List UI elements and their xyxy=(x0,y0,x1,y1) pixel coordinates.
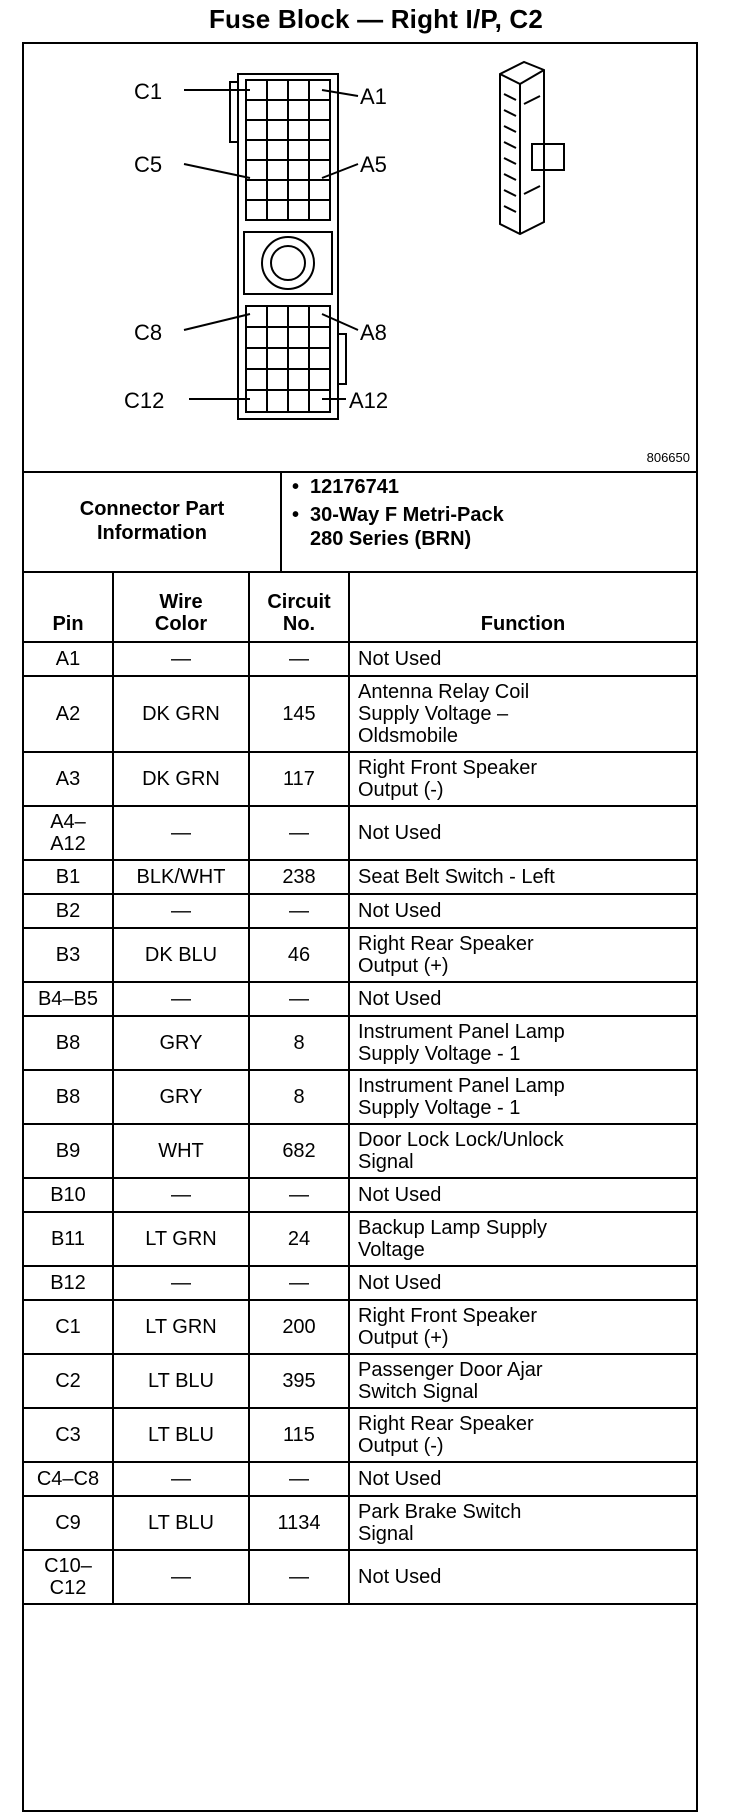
header-circuit-no: Circuit No. xyxy=(249,572,349,642)
pin-cell: C4–C8 xyxy=(24,1462,113,1496)
function-cell: Right Front Speaker Output (+) xyxy=(349,1300,696,1354)
circuit-cell: 46 xyxy=(249,928,349,982)
wire-color-cell: BLK/WHT xyxy=(113,860,249,894)
center-bolt xyxy=(244,232,332,294)
function-cell: Instrument Panel Lamp Supply Voltage - 1 xyxy=(349,1070,696,1124)
table-row xyxy=(24,982,696,1016)
function-cell: Not Used xyxy=(349,642,696,676)
function-cell: Not Used xyxy=(349,806,696,860)
table-row xyxy=(24,752,696,806)
circuit-cell: 395 xyxy=(249,1354,349,1408)
function-cell: Not Used xyxy=(349,1266,696,1300)
connector-diagram xyxy=(24,44,696,473)
header-pin: Pin xyxy=(24,572,113,642)
circuit-cell: 238 xyxy=(249,860,349,894)
wire-color-cell: LT GRN xyxy=(113,1212,249,1266)
function-cell: Passenger Door Ajar Switch Signal xyxy=(349,1354,696,1408)
circuit-cell: — xyxy=(249,806,349,860)
circuit-cell: 24 xyxy=(249,1212,349,1266)
table-row xyxy=(24,1354,696,1408)
connector-isometric-view xyxy=(500,62,564,234)
label-c12: C12 xyxy=(124,388,165,413)
circuit-cell: — xyxy=(249,1266,349,1300)
pin-cell: B2 xyxy=(24,894,113,928)
page-title: Fuse Block — Right I/P, C2 xyxy=(208,4,544,34)
label-a1: A1 xyxy=(360,84,387,109)
function-cell: Instrument Panel Lamp Supply Voltage - 1 xyxy=(349,1016,696,1070)
connector-info-list xyxy=(282,475,692,555)
table-row xyxy=(24,1408,696,1462)
table-row xyxy=(24,1550,696,1604)
function-cell: Seat Belt Switch - Left xyxy=(349,860,696,894)
table-row xyxy=(24,1016,696,1070)
function-cell: Right Rear Speaker Output (-) xyxy=(349,1408,696,1462)
circuit-cell: — xyxy=(249,894,349,928)
circuit-cell: 200 xyxy=(249,1300,349,1354)
leader-c8 xyxy=(184,314,250,330)
table-row xyxy=(24,1300,696,1354)
table-row xyxy=(24,894,696,928)
part-number: • 12176741 xyxy=(282,475,692,499)
label-a8: A8 xyxy=(360,320,387,345)
circuit-cell: 8 xyxy=(249,1070,349,1124)
circuit-cell: 1134 xyxy=(249,1496,349,1550)
pin-cell: B10 xyxy=(24,1178,113,1212)
connector-drawing xyxy=(24,44,696,471)
circuit-cell: 145 xyxy=(249,676,349,752)
connector-info-label-line1: Connector Part xyxy=(79,498,225,520)
circuit-cell: 682 xyxy=(249,1124,349,1178)
circuit-cell: — xyxy=(249,1178,349,1212)
function-cell: Door Lock Lock/Unlock Signal xyxy=(349,1124,696,1178)
table-row xyxy=(24,1496,696,1550)
pin-cell: A3 xyxy=(24,752,113,806)
housing-tab-right xyxy=(338,334,346,384)
wire-color-cell: — xyxy=(113,1266,249,1300)
pin-cell: C3 xyxy=(24,1408,113,1462)
table-row xyxy=(24,1178,696,1212)
wire-color-cell: LT BLU xyxy=(113,1354,249,1408)
function-cell: Not Used xyxy=(349,1178,696,1212)
circuit-cell: — xyxy=(249,982,349,1016)
label-a12: A12 xyxy=(349,388,389,413)
table-row xyxy=(24,806,696,860)
table-row xyxy=(24,860,696,894)
table-row xyxy=(24,1212,696,1266)
circuit-cell: 117 xyxy=(249,752,349,806)
table-row xyxy=(24,1124,696,1178)
wire-color-cell: GRY xyxy=(113,1070,249,1124)
pin-cell: C9 xyxy=(24,1496,113,1550)
wire-color-cell: DK GRN xyxy=(113,676,249,752)
table-row xyxy=(24,676,696,752)
pin-cell: B3 xyxy=(24,928,113,982)
label-a5: A5 xyxy=(360,152,387,177)
circuit-cell: 8 xyxy=(249,1016,349,1070)
connector-description: • 30-Way F Metri-Pack 280 Series (BRN) xyxy=(282,503,692,551)
pin-cell: C2 xyxy=(24,1354,113,1408)
pin-table xyxy=(24,571,696,1605)
pin-cell: B11 xyxy=(24,1212,113,1266)
table-row xyxy=(24,642,696,676)
header-wire-color: Wire Color xyxy=(113,572,249,642)
pin-cell: B4–B5 xyxy=(24,982,113,1016)
leader-a5 xyxy=(322,164,358,178)
function-cell: Not Used xyxy=(349,1550,696,1604)
wire-color-cell: LT GRN xyxy=(113,1300,249,1354)
leader-a1 xyxy=(322,90,358,96)
upper-cavity-grid xyxy=(246,80,330,220)
figure-number: 806650 xyxy=(646,450,690,465)
function-cell: Right Rear Speaker Output (+) xyxy=(349,928,696,982)
label-c8: C8 xyxy=(134,320,163,345)
table-row xyxy=(24,1266,696,1300)
function-cell: Not Used xyxy=(349,982,696,1016)
wire-color-cell: — xyxy=(113,1178,249,1212)
label-c1: C1 xyxy=(134,79,163,104)
wire-color-cell: — xyxy=(113,806,249,860)
wire-color-cell: WHT xyxy=(113,1124,249,1178)
function-cell: Park Brake Switch Signal xyxy=(349,1496,696,1550)
wire-color-cell: — xyxy=(113,642,249,676)
pin-cell: C10– C12 xyxy=(24,1550,113,1604)
table-row xyxy=(24,928,696,982)
wire-color-cell: — xyxy=(113,1550,249,1604)
wire-color-cell: DK BLU xyxy=(113,928,249,982)
wire-color-cell: — xyxy=(113,894,249,928)
pin-cell: B9 xyxy=(24,1124,113,1178)
connector-info-label xyxy=(24,471,282,571)
pin-cell: B12 xyxy=(24,1266,113,1300)
wire-color-cell: — xyxy=(113,1462,249,1496)
wire-color-cell: LT BLU xyxy=(113,1496,249,1550)
pin-cell: B1 xyxy=(24,860,113,894)
wire-color-cell: LT BLU xyxy=(113,1408,249,1462)
lower-cavity-grid xyxy=(246,306,330,412)
function-cell: Not Used xyxy=(349,894,696,928)
wire-color-cell: DK GRN xyxy=(113,752,249,806)
connector-part-information xyxy=(24,471,696,573)
function-cell: Backup Lamp Supply Voltage xyxy=(349,1212,696,1266)
header-function: Function xyxy=(349,572,696,642)
function-cell: Not Used xyxy=(349,1462,696,1496)
circuit-cell: — xyxy=(249,1462,349,1496)
pin-cell: B8 xyxy=(24,1070,113,1124)
pin-cell: A1 xyxy=(24,642,113,676)
table-row xyxy=(24,1462,696,1496)
label-c5: C5 xyxy=(134,152,163,177)
leader-c5 xyxy=(184,164,250,178)
pin-cell: B8 xyxy=(24,1016,113,1070)
function-cell: Antenna Relay Coil Supply Voltage – Oldsmobile xyxy=(349,676,696,752)
pin-cell: C1 xyxy=(24,1300,113,1354)
circuit-cell: 115 xyxy=(249,1408,349,1462)
circuit-cell: — xyxy=(249,642,349,676)
table-row xyxy=(24,1070,696,1124)
pin-cell: A4– A12 xyxy=(24,806,113,860)
pin-table-header xyxy=(24,572,696,642)
wire-color-cell: — xyxy=(113,982,249,1016)
pin-cell: A2 xyxy=(24,676,113,752)
connector-info-label-line2: Information xyxy=(97,522,207,544)
wire-color-cell: GRY xyxy=(113,1016,249,1070)
connector-sheet xyxy=(22,42,698,1812)
circuit-cell: — xyxy=(249,1550,349,1604)
function-cell: Right Front Speaker Output (-) xyxy=(349,752,696,806)
